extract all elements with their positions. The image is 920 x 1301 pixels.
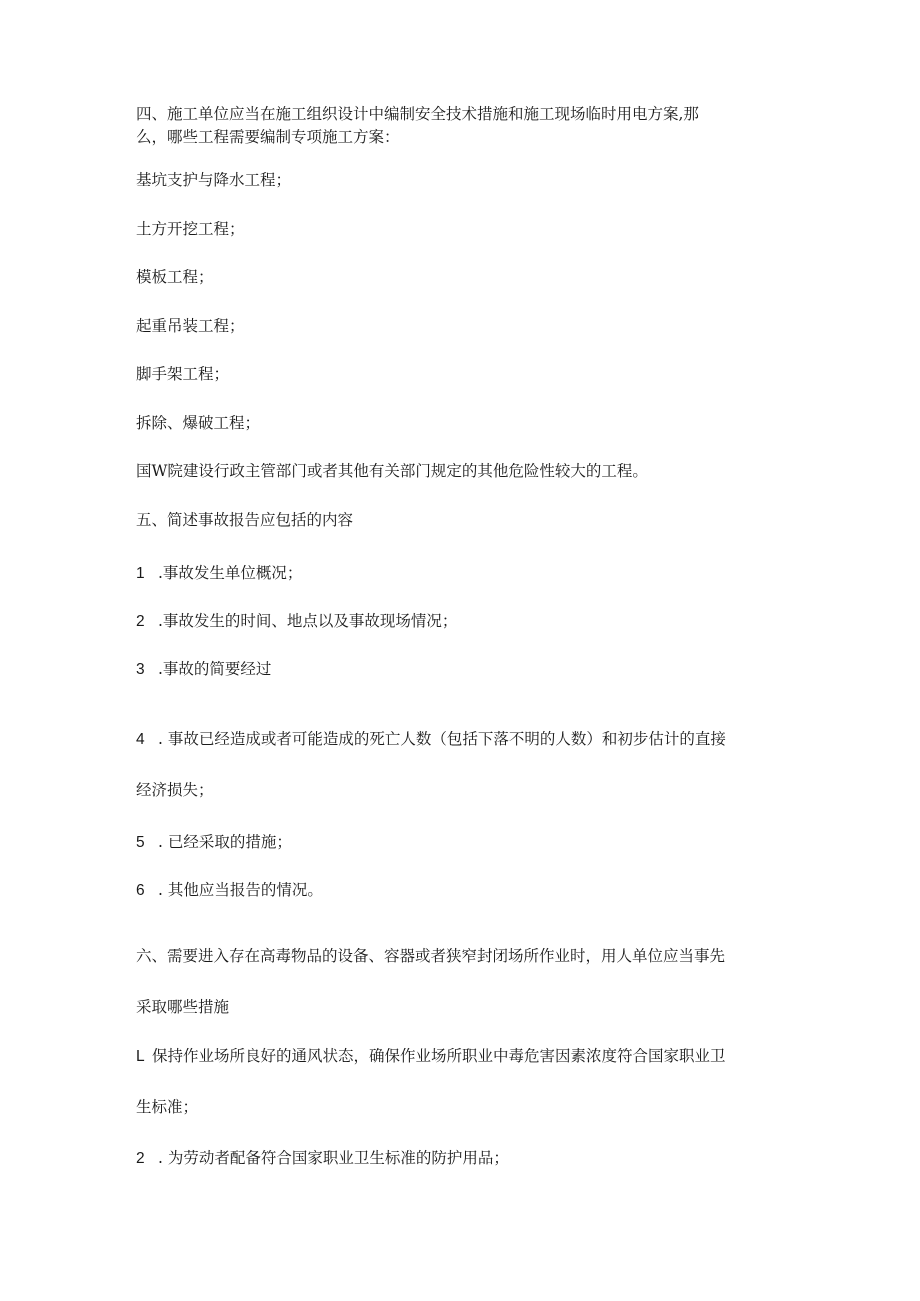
section6-heading-line1: 六、需要进入存在高毒物品的设备、容器或者狭窄封闭场所作业时，用人单位应当事先: [136, 947, 726, 965]
item-text: .事故发生单位概况；: [158, 564, 303, 582]
item-number: 4: [136, 731, 145, 748]
section4-item: 脚手架工程；: [136, 365, 230, 383]
item-number: 2: [136, 613, 145, 630]
section4-item: 基坑支护与降水工程；: [136, 171, 292, 189]
item-text: 保持作业场所良好的通风状态，确保作业场所职业中毒危害因素浓度符合国家职业卫: [152, 1047, 726, 1065]
item-text: . 已经采取的措施；: [158, 833, 292, 851]
section5-item: [136, 880, 323, 901]
section4-item: 国W院建设行政主管部门或者其他有关部门规定的其他危险性较大的工程。: [136, 462, 648, 480]
item-number: 5: [136, 834, 145, 851]
section6-item: [136, 1148, 509, 1169]
section5-item: [136, 563, 302, 584]
section4-item: 起重吊装工程；: [136, 317, 245, 335]
item-text: . 其他应当报告的情况。: [158, 881, 323, 899]
section5-item: [136, 611, 457, 632]
section4-item: 拆除、爆破工程；: [136, 414, 261, 432]
section4-heading-line2: 么，哪些工程需要编制专项施工方案：: [136, 128, 400, 146]
section5-item-continuation: 经济损失；: [136, 781, 214, 799]
item-number: 6: [136, 882, 145, 899]
item-number: 2: [136, 1150, 145, 1167]
section6-heading-line2: 采取哪些措施: [136, 998, 230, 1016]
item-text: .事故的简要经过: [158, 660, 272, 678]
section6-item: [136, 1046, 726, 1067]
item-number: 1: [136, 565, 145, 582]
item-text: .事故发生的时间、地点以及事故现场情况；: [158, 612, 458, 630]
item-text: . 事故已经造成或者可能造成的死亡人数（包括下落不明的人数）和初步估计的直接: [158, 730, 726, 748]
section6-item-continuation: 生标准；: [136, 1098, 199, 1116]
section5-item: [136, 659, 271, 680]
item-number: L: [136, 1048, 145, 1065]
item-text: . 为劳动者配备符合国家职业卫生标准的防护用品；: [158, 1149, 509, 1167]
section4-item: 模板工程；: [136, 268, 214, 286]
item-number: 3: [136, 661, 145, 678]
section4-item: 土方开挖工程；: [136, 220, 245, 238]
section5-item: [136, 832, 292, 853]
section4-heading-line1: 四、施工单位应当在施工组织设计中编制安全技术措施和施工现场临时用电方案,那: [136, 105, 699, 123]
section5-item: [136, 729, 726, 750]
section5-heading: 五、简述事故报告应包括的内容: [136, 511, 354, 529]
